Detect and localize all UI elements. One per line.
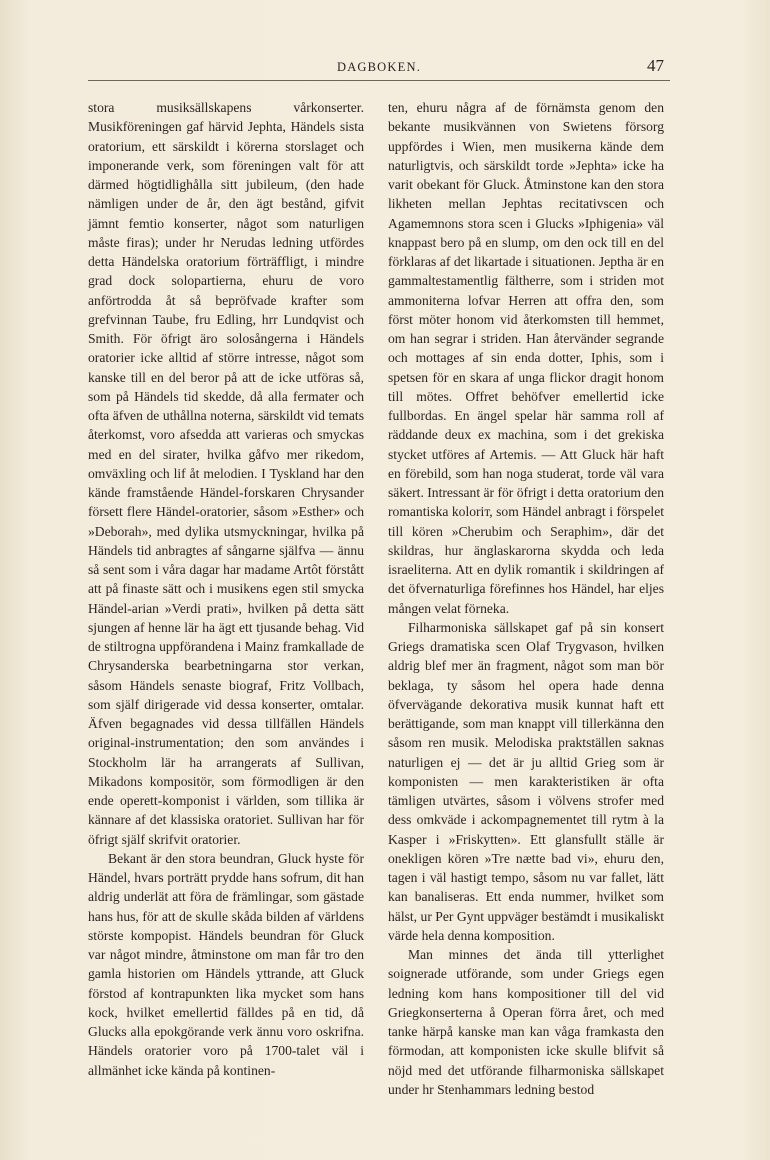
header-rule — [88, 80, 670, 81]
paragraph: Bekant är den stora beundran, Gluck hyste för Händel, hvars porträtt prydde hans sofrum, dit han aldrig underlät att föra de främlingar, som gästade hans hus, för att de skulle skåda bilden af världens störste kompopist. Händels beundran för Gluck var något mindre, åtminstone om man får tro den gamla historien om Händels yttrande, att Gluck förstod af kontrapunkten lika mycket som hans kock, hvilket emellertid fälldes på en tid, då Glucks alla epokgörande verk ännu voro oskrifna. Händels oratorier voro på 1700-talet väl i allmänhet icke kända på kontinen- — [88, 850, 364, 1078]
right-column — [388, 98, 664, 1099]
running-title: DAGBOKEN. — [336, 60, 422, 74]
paragraph: ten, ehuru några af de förnämsta genom den bekante musikvännen von Swietens försorg uppfördes i Wien, men musikerna kände dem naturligtvis, och särskildt torde »Jephta» icke ha varit obekant för Gluck. Åtminstone kan den stora likheten mellan Jephtas recitativscen och Agamemnons stora scen i Glucks »Iphigenia» väl knappast bero på en slump, om den ock till en del förklaras af det likartade i situationen. Jeptha är en gammaltestamentlig fältherre, som i striden mot ammoniterna lofvar Herren att offra den, som först möter honom vid återkomsten till hemmet, om han segrar i striden. Han återvänder segrande och mottages af sin enda dotter, Iphis, som i spetsen för en skara af unga flickor dragit honom till mötes. Offret behöfver emellertid icke fullbordas. En ängel spelar här samma roll af räddande deux ex machina, som i det grekiska stycket utföres af Artemis. — Att Gluck här haft en förebild, som han noga studerat, torde väl vara säkert. Intressant är för öfrigt i detta oratorium den romantiska koloriт, som Händel anbragt i förspelet till kören »Cherubim och Seraphim», där det skildras, hur änglaskarorna skydda och leda israeliterna. Att en dylik romantik i skildringen af det öfvernaturliga förefinnes hos Händel, har eljes mången velat förneka. — [388, 100, 664, 616]
left-column — [88, 98, 364, 1080]
page-number: 47 — [647, 56, 664, 75]
paragraph: Filharmoniska sällskapet gaf på sin konsert Griegs dramatiska scen Olaf Trygvason, hvilken aldrig blef mer än fragment, något som man bör beklaga, ty såsom hel opera hade denna öfvervägande dekorativa musik kunnat haft ett berättigande, som man knappt vill tillerkänna den såsom ren musik. Melodiska praktställen saknas naturligen ej — det är ju alltid Grieg som är komponisten — men karakteristiken är ofta tämligen utvärtes, såsom i völvens strofer med dess omkväde i ackompagnementet till rytm à la Kasper i »Friskytten». Ett glansfullt ställe är onekligen kören »Tre nætte bad vi», ehuru den, tagen i väl hastigt tempo, såsom nu var fallet, lätt kan banaliseras. Ett enda nummer, hvilket som hälst, ur Per Gynt uppväger bestämdt i musikaliskt värde hela denna komposition. — [388, 619, 664, 943]
paragraph: stora musiksällskapens vårkonserter. Musikföreningen gaf härvid Jephta, Händels sista oratorium, ett särskildt i körerna storslaget och imponerande verk, som föreningen valt för att därmed högtidlighålla sitt jubileum, (den hade nämligen under de år, den ägt bestånd, gifvit jämnt femtio konserter, något som naturligen måste firas); under hr Nerudas ledning utfördes detta Händelska oratorium förträffligt, i mindre grad dock solopartierna, ehuru de voro anförtrodda åt så bepröfvade krafter som grefvinnan Taube, fru Edling, hrr Lundqvist och Smith. För öfrigt äro solosångerna i Händels oratorier icke alltid af större intresse, något som kanske till en del beror på att de icke utföras så, som på Händels tid skedde, då alla fermater och ofta äfven de uthållna noterna, särskildt vid temats återkomst, voro afsedda att varieras och smyckas med en del sirater, hvilka gåfvo mer rikedom, omväxling och lif åt melodien. I Tyskland har den kände framstående Händel-forskaren Chrysander försett flere Händel-oratorier, såsom »Esther» och »Deborah», med dylika utsmyckningar, hvilka på Händels tid anbragtes af sångarne själfva — ännu så sent som i våra dagar har madame Artôt förstått att på finaste sätt och i musikens egen stil smycka Händel-arian »Verdi prati», hvilken på detta sätt sjungen af henne lär ha ägt ett tjusande behag. Vid de stiltrogna uppförandena i Mainz framkallade de Chrysanderska bearbetningarna stor verkan, såsom Händels senaste biograf, Fritz Vollbach, som själf dirigerade vid dessa konserter, omtalar. Äfven begagnades vid dessa tillfällen Händels original-instrumentation; den som användes i Stockholm lär ha arrangerats af Sullivan, Mikadons kompositör, som förmodligen är den ende operett-komponist i världen, som tillika är kännare af det klassiska oratoriet. Sullivan har för öfrigt själf skrifvit oratorier. — [88, 100, 364, 847]
running-header — [88, 52, 670, 82]
paragraph: Man minnes det ända till ytterlighet soignerade utförande, som under Griegs egen ledning kom hans kompositioner till del vid Griegkonserterna å Operan förra året, och med tanke härpå kanske man kan våga framkasta den förmodan, att komponisten icke skulle blifvit så nöjd med det utförande filharmoniska sällskapet under hr Stenhammars ledning bestod — [388, 947, 664, 1097]
